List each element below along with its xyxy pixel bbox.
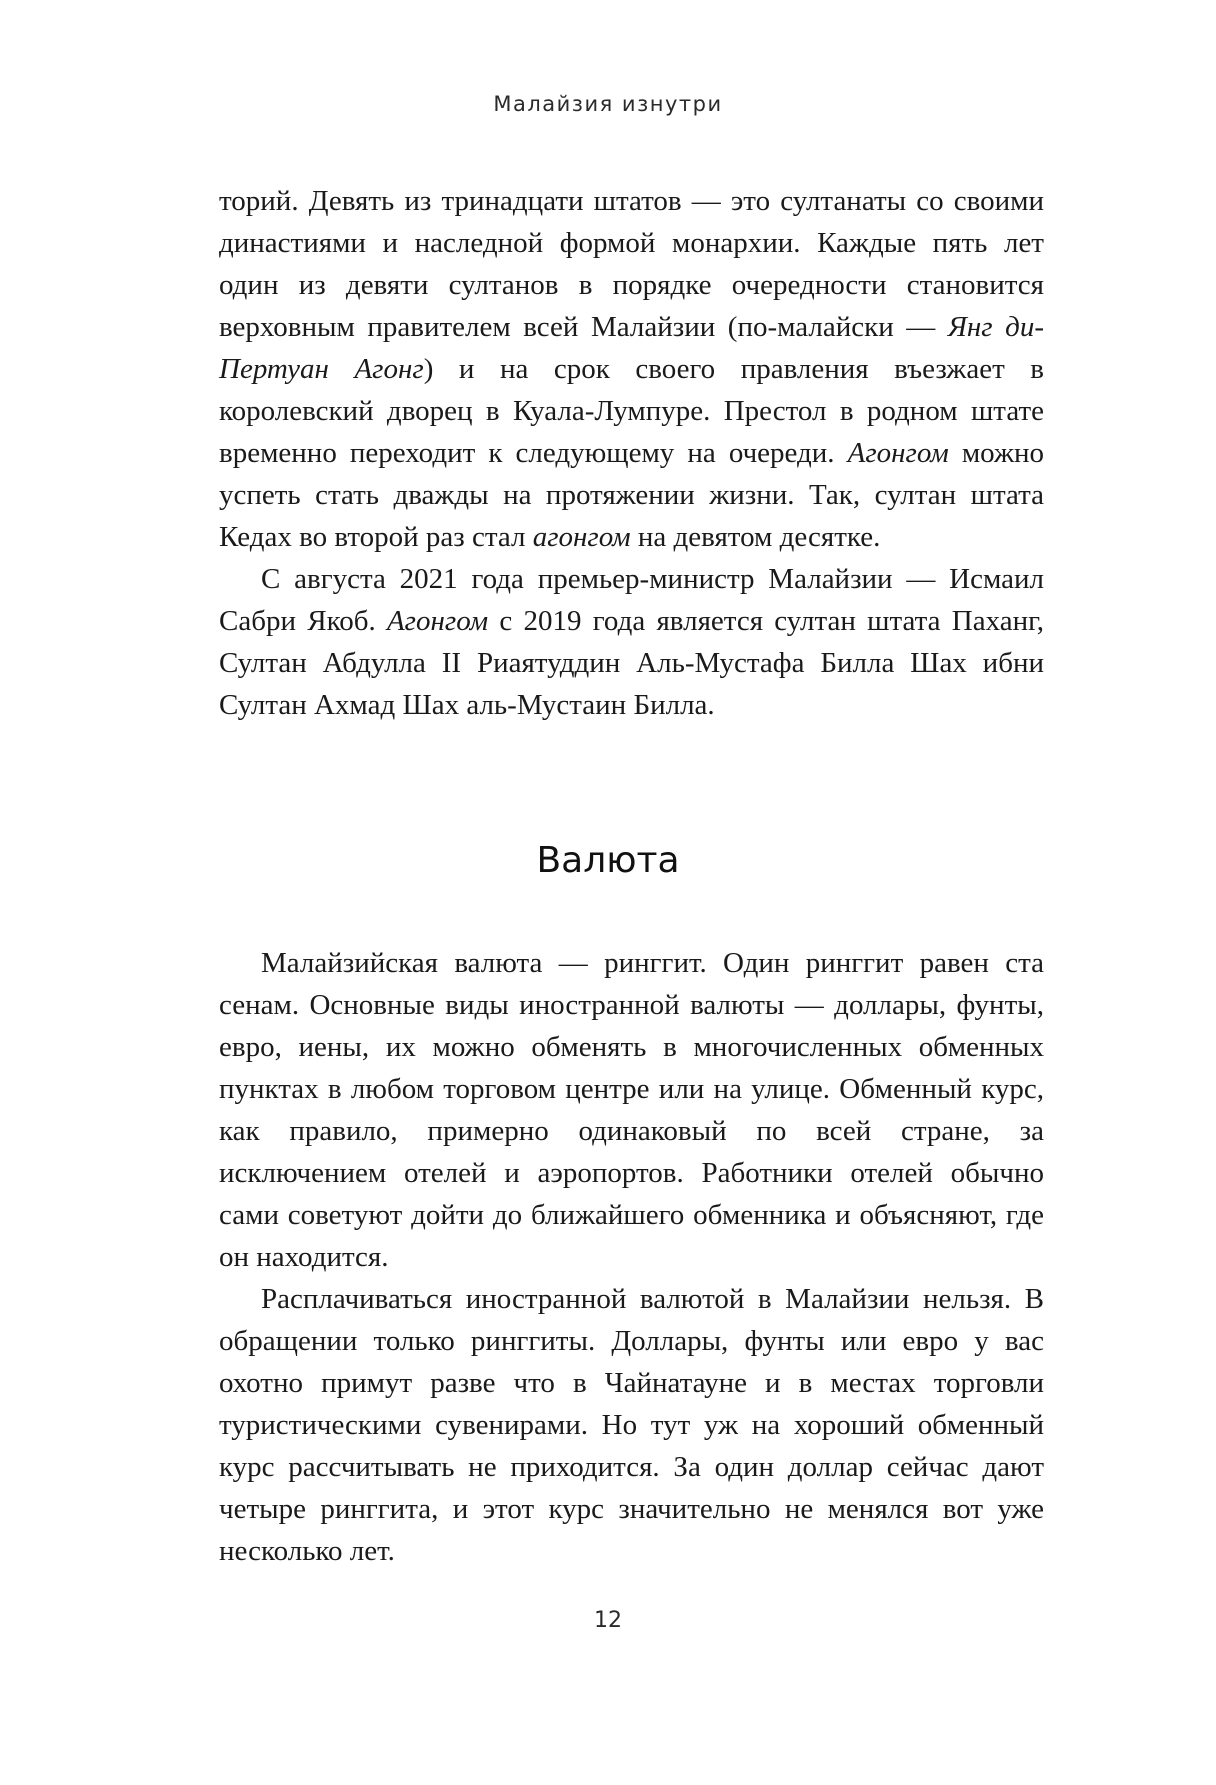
italic-term: агонгом: [532, 521, 631, 553]
text-span: можно успеть стать дважды на протяжении жизни. Так, султан штата Кедах во второй раз стал: [219, 437, 1044, 553]
paragraph-foreign-currency: Расплачиваться иностранной валютой в Малайзии нельзя. В обращении только ринггиты. Доллары, фунты или евро у вас охотно примут разве что в Чайнатауне и в местах торговли туристическими сувенирами. Но тут уж на хороший обменный курс рассчитывать не приходится. За один доллар сейчас дают четыре ринггита, и этот курс значительно не менялся вот уже несколько лет.: [219, 1283, 1044, 1567]
paragraph-monarchy: [219, 180, 1044, 558]
italic-term: Агонгом: [847, 437, 949, 469]
page-number: 12: [594, 1608, 622, 1633]
section-heading-currency: Валюта: [536, 840, 680, 881]
text-span: ) и на срок своего правления въезжает в королевский дворец в Куала-Лумпуре. Престол в родном штате временно переходит к следующему на очереди.: [219, 353, 1044, 469]
italic-term: Агонгом: [386, 605, 489, 637]
italic-term: Янг ди-Пертуан Агонг: [219, 311, 1044, 385]
section-2-text: [219, 942, 1044, 1572]
section-1-text: [219, 180, 1044, 726]
text-span: торий. Девять из тринадцати штатов — это султанаты со своими династиями и наследной формой монархии. Каждые пять лет один из девяти султанов в порядке очередности становится верховным правителем всей Малайзии (по-малайски —: [219, 185, 1044, 343]
text-span: С августа 2021 года премьер-министр Малайзии — Исмаил Сабри Якоб.: [219, 563, 1044, 637]
text-span: на девятом десятке.: [630, 521, 881, 553]
paragraph-currency-exchange: Малайзийская валюта — ринггит. Один ринггит равен ста сенам. Основные виды иностранной валюты — доллары, фунты, евро, иены, их можно обменять в многочисленных обменных пунктах в любом торговом центре или на улице. Обменный курс, как правило, примерно одинаковый по всей стране, за исключением отелей и аэропортов. Работники отелей обычно сами советуют дойти до ближайшего обменника и объясняют, где он находится.: [219, 947, 1044, 1273]
text-span: с 2019 года является султан штата Паханг, Султан Абдулла II Риаятуддин Аль-Мустафа Билла Шах ибни Султан Ахмад Шах аль-Мустаин Билла.: [219, 605, 1044, 721]
paragraph-prime-minister: [219, 558, 1044, 726]
running-header: Малайзия изнутри: [493, 92, 723, 116]
